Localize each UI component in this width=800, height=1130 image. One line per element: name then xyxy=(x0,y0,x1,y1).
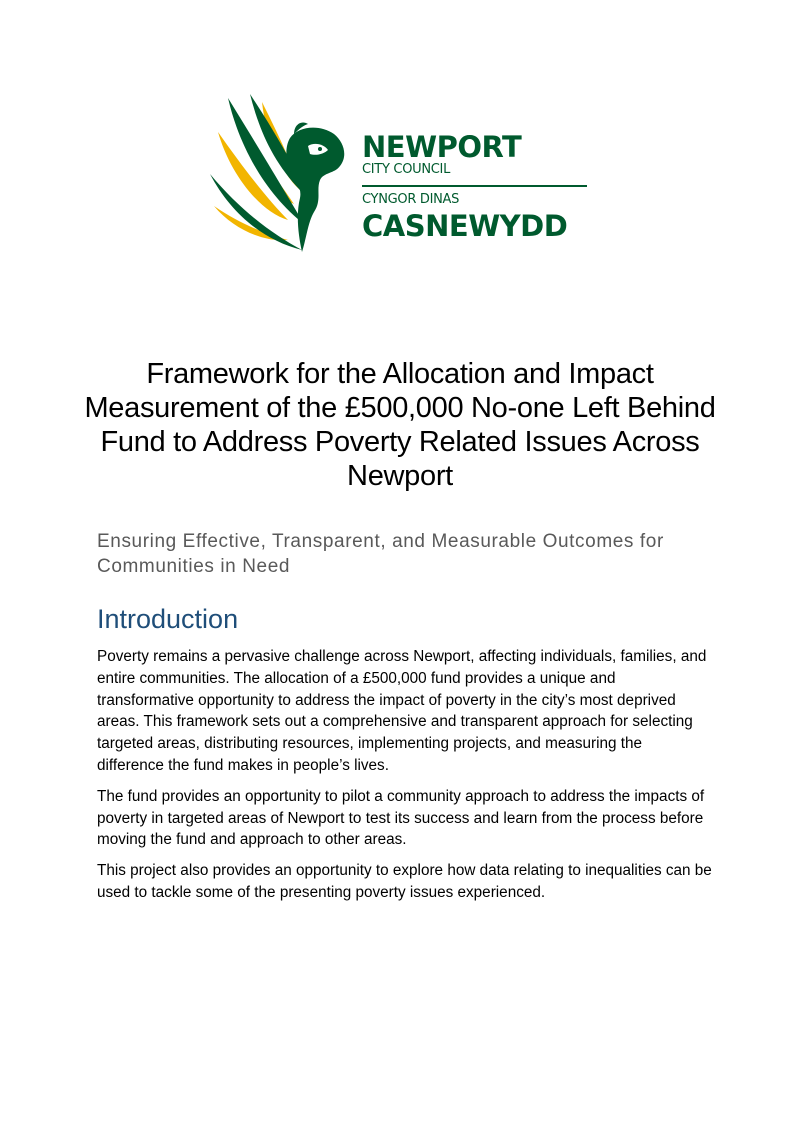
logo-wordmark xyxy=(362,130,592,243)
introduction-body xyxy=(97,646,712,913)
section-heading-introduction: Introduction xyxy=(97,604,239,634)
document-subtitle: Ensuring Effective, Transparent, and Measurable Outcomes for Communities in Need xyxy=(97,531,664,577)
logo-text-casnewydd: CASNEWYDD xyxy=(362,209,568,243)
document-title: Framework for the Allocation and Impact Measurement of the £500,000 No-one Left Behind Fund to Address Poverty Related Issues Across Newport xyxy=(84,358,716,492)
paragraph: Poverty remains a pervasive challenge across Newport, affecting individuals, families, and entire communities. The allocation of a £500,000 fund provides a unique and transformative opportunity to address the impact of poverty in the city’s most deprived areas. This framework sets out a comprehensive and transparent approach for selecting targeted areas, distributing resources, implementing projects, and measuring the difference the fund makes in people’s lives. xyxy=(97,648,707,774)
paragraph: The fund provides an opportunity to pilot a community approach to address the impacts of poverty in targeted areas of Newport to test its success and learn from the process before moving the fund and approach to other areas. xyxy=(97,787,705,849)
paragraph: This project also provides an opportunity to explore how data relating to inequalities can be used to tackle some of the presenting poverty issues experienced. xyxy=(97,862,712,901)
council-logo xyxy=(210,94,590,258)
dragon-emblem-icon xyxy=(210,94,360,258)
logo-text-cyngor-dinas: CYNGOR DINAS xyxy=(362,192,460,207)
logo-text-city-council: CITY COUNCIL xyxy=(362,162,451,177)
logo-divider xyxy=(362,185,587,187)
logo-text-newport: NEWPORT xyxy=(362,130,522,164)
